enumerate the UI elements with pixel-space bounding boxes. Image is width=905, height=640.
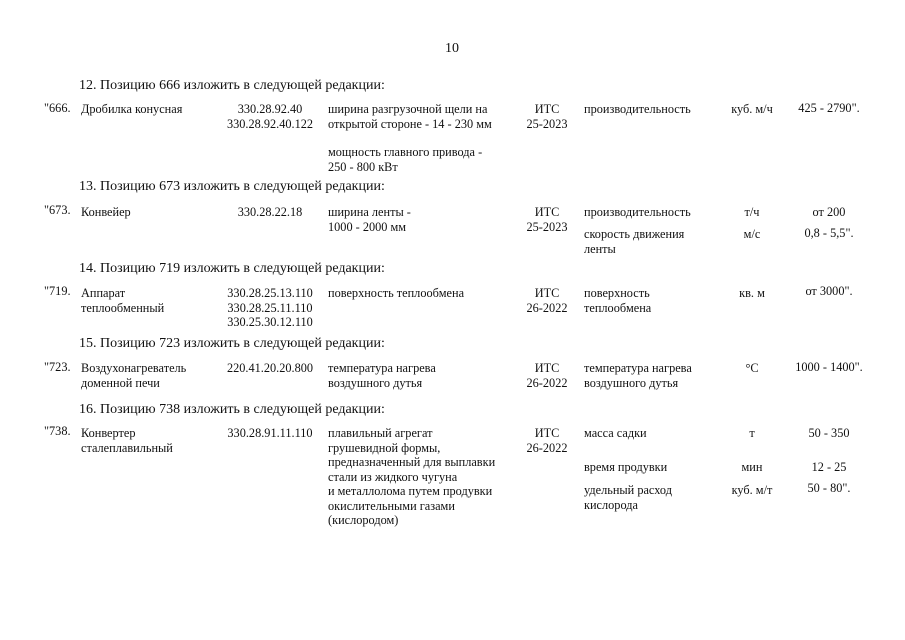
parameter-value: 50 - 80". xyxy=(807,481,851,495)
specification: плавильный агрегат грушевидной формы, предназначенный для выплавки стали из жидкого чугуна и металлолома путем продувки окислительными газами (кислородом) xyxy=(328,426,496,527)
section-heading-13: 13. Позицию 673 изложить в следующей редакции: xyxy=(79,179,385,194)
parameter-value: от 200 xyxy=(812,205,846,219)
parameter-unit: м/с xyxy=(743,227,761,241)
parameter-value: 12 - 25 xyxy=(811,460,847,474)
its-reference: ИТС 25-2023 xyxy=(526,102,568,131)
specification-extra: мощность главного привода - 250 - 800 кВт xyxy=(328,145,483,174)
position-number: "738. xyxy=(44,424,71,438)
parameter-value: 425 - 2790". xyxy=(798,101,860,115)
equipment-name: Воздухонагреватель доменной печи xyxy=(81,361,187,390)
page-number: 10 xyxy=(445,41,459,56)
parameter-name: удельный расход кислорода xyxy=(584,483,672,512)
parameter-name: производительность xyxy=(584,102,691,116)
equipment-name: Конвейер xyxy=(81,205,131,219)
parameter-name: производительность xyxy=(584,205,691,219)
parameter-unit: мин xyxy=(741,460,763,474)
specification: ширина ленты - 1000 - 2000 мм xyxy=(328,205,411,234)
parameter-name: скорость движения ленты xyxy=(584,227,685,256)
parameter-value: от 3000". xyxy=(805,284,853,298)
specification: ширина разгрузочной щели на открытой стороне - 14 - 230 мм xyxy=(328,102,492,131)
parameter-unit: т xyxy=(749,426,755,440)
okpd-codes: 330.28.22.18 xyxy=(237,205,303,219)
parameter-value: 50 - 350 xyxy=(808,426,850,440)
its-reference: ИТС 25-2023 xyxy=(526,205,568,234)
okpd-codes: 220.41.20.20.800 xyxy=(226,361,314,375)
parameter-unit: °C xyxy=(745,361,759,375)
parameter-unit: кв. м xyxy=(739,286,765,300)
parameter-name: поверхность теплообмена xyxy=(584,286,652,315)
section-heading-14: 14. Позицию 719 изложить в следующей редакции: xyxy=(79,261,385,276)
position-number: "723. xyxy=(44,360,71,374)
parameter-value: 1000 - 1400". xyxy=(795,360,863,374)
parameter-name: масса садки xyxy=(584,426,647,440)
okpd-codes: 330.28.25.13.110 330.28.25.11.110 330.25.30.12.110 xyxy=(227,286,313,329)
parameter-unit: куб. м/ч xyxy=(731,102,773,116)
position-number: "719. xyxy=(44,284,71,298)
specification: температура нагрева воздушного дутья xyxy=(328,361,436,390)
parameter-name: температура нагрева воздушного дутья xyxy=(584,361,692,390)
its-reference: ИТС 26-2022 xyxy=(526,426,568,455)
okpd-codes: 330.28.91.11.110 xyxy=(227,426,313,440)
section-heading-15: 15. Позицию 723 изложить в следующей редакции: xyxy=(79,336,385,351)
equipment-name: Аппарат теплообменный xyxy=(81,286,165,315)
its-reference: ИТС 26-2022 xyxy=(526,361,568,390)
okpd-codes: 330.28.92.40 330.28.92.40.122 xyxy=(226,102,314,131)
its-reference: ИТС 26-2022 xyxy=(526,286,568,315)
position-number: "666. xyxy=(44,101,71,115)
parameter-value: 0,8 - 5,5". xyxy=(804,226,854,240)
equipment-name: Конвертер сталеплавильный xyxy=(81,426,173,455)
position-number: "673. xyxy=(44,203,71,217)
equipment-name: Дробилка конусная xyxy=(81,102,183,116)
parameter-unit: куб. м/т xyxy=(731,483,773,497)
specification: поверхность теплообмена xyxy=(328,286,465,300)
section-heading-16: 16. Позицию 738 изложить в следующей редакции: xyxy=(79,402,385,417)
parameter-unit: т/ч xyxy=(744,205,760,219)
section-heading-12: 12. Позицию 666 изложить в следующей редакции: xyxy=(79,78,385,93)
parameter-name: время продувки xyxy=(584,460,668,474)
